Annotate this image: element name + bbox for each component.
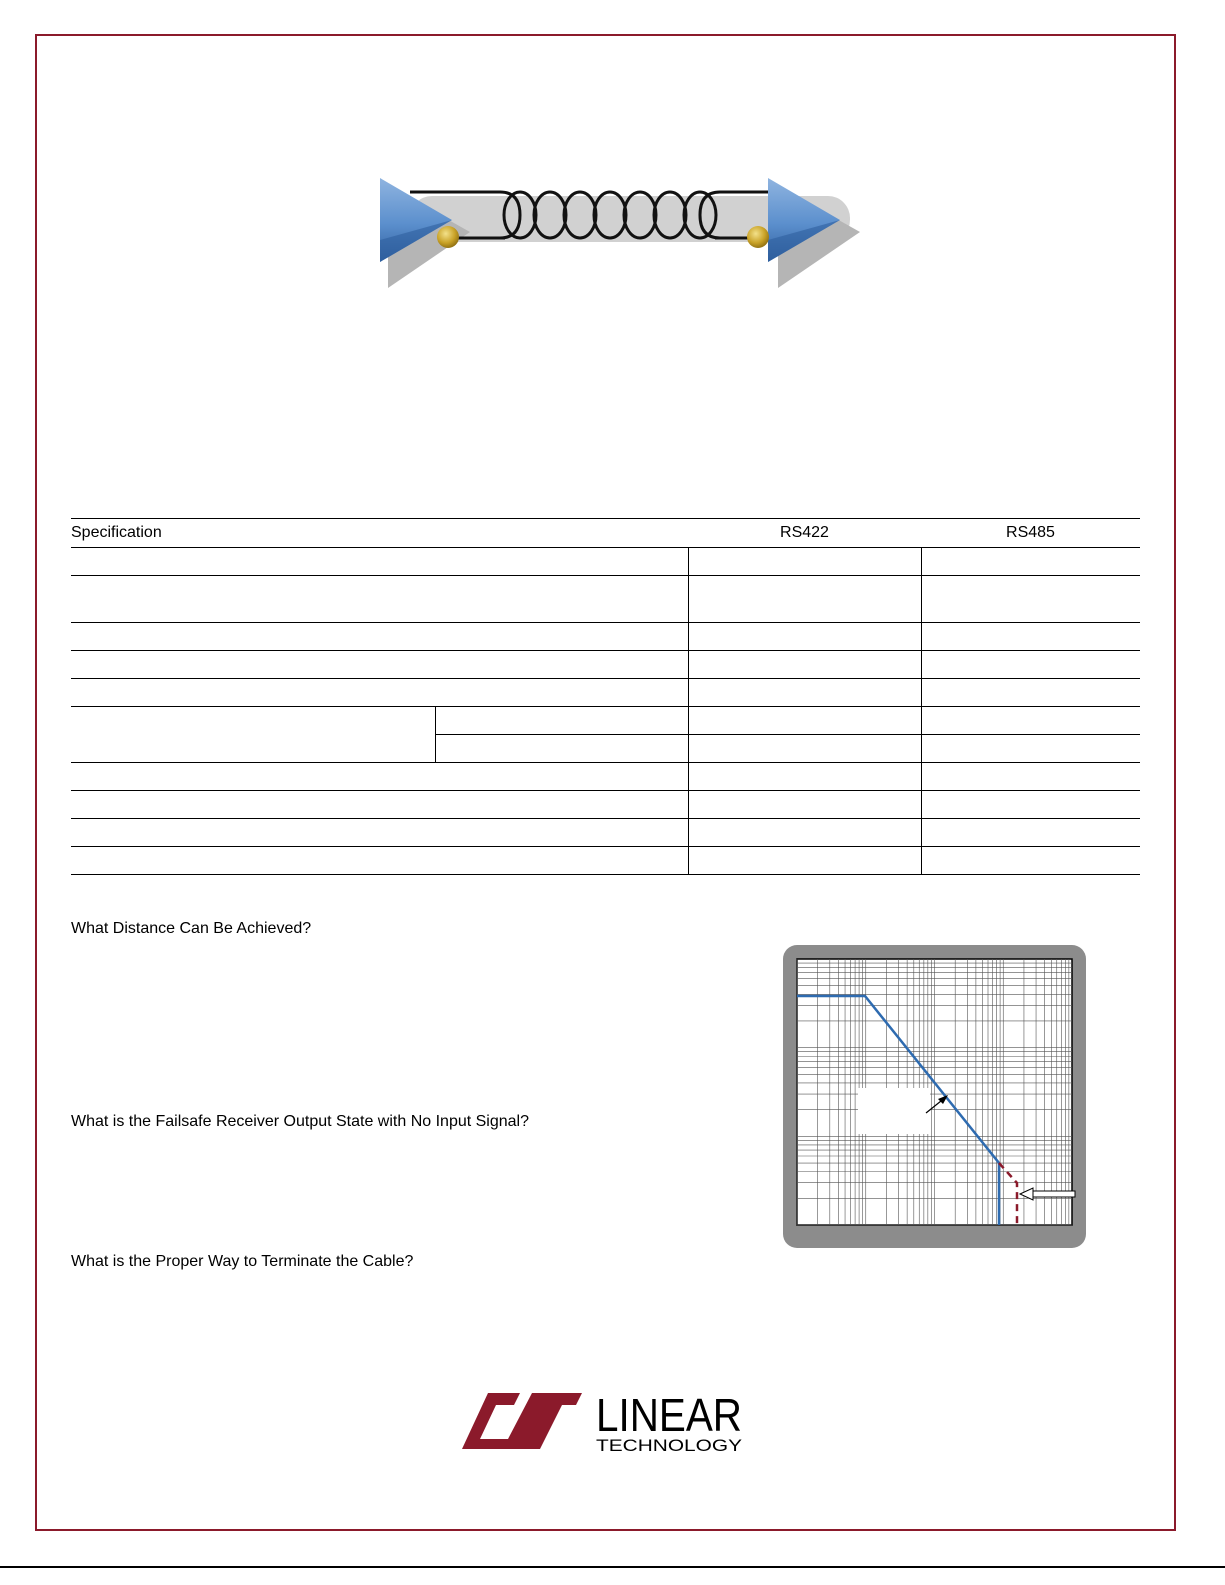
- table-header-row: [71, 519, 1140, 548]
- terminate-heading: What is the Proper Way to Terminate the Cable?: [71, 1253, 414, 1270]
- driver-terminal-ball: [437, 226, 459, 248]
- table-row: [71, 623, 1140, 651]
- linear-technology-logo: [462, 1383, 747, 1455]
- table-row: [71, 651, 1140, 679]
- graph-side-arrow-shaft: [1031, 1191, 1075, 1197]
- table-row: [71, 791, 1140, 819]
- bottom-rule: [0, 1566, 1225, 1568]
- distance-graph: [783, 945, 1086, 1248]
- twisted-pair-illustration: [370, 170, 870, 300]
- table-row: [71, 847, 1140, 875]
- table-row: [71, 763, 1140, 791]
- table-row: [71, 576, 1140, 623]
- header-rs422: RS422: [688, 519, 921, 548]
- failsafe-heading: What is the Failsafe Receiver Output State with No Input Signal?: [71, 1113, 530, 1130]
- logo-line1: LINEAR: [596, 1389, 742, 1441]
- table-row: [71, 548, 1140, 576]
- logo-line2: TECHNOLOGY: [596, 1436, 742, 1455]
- table-row: [71, 819, 1140, 847]
- receiver-terminal-ball: [747, 226, 769, 248]
- logo-mark: [462, 1393, 582, 1449]
- graph-label-box: [858, 1088, 930, 1134]
- distance-heading: What Distance Can Be Achieved?: [71, 920, 312, 937]
- header-rs485: RS485: [921, 519, 1140, 548]
- spec-table: [71, 518, 1140, 875]
- header-specification: Specification: [71, 519, 688, 548]
- table-row: [71, 707, 1140, 735]
- table-row: [71, 679, 1140, 707]
